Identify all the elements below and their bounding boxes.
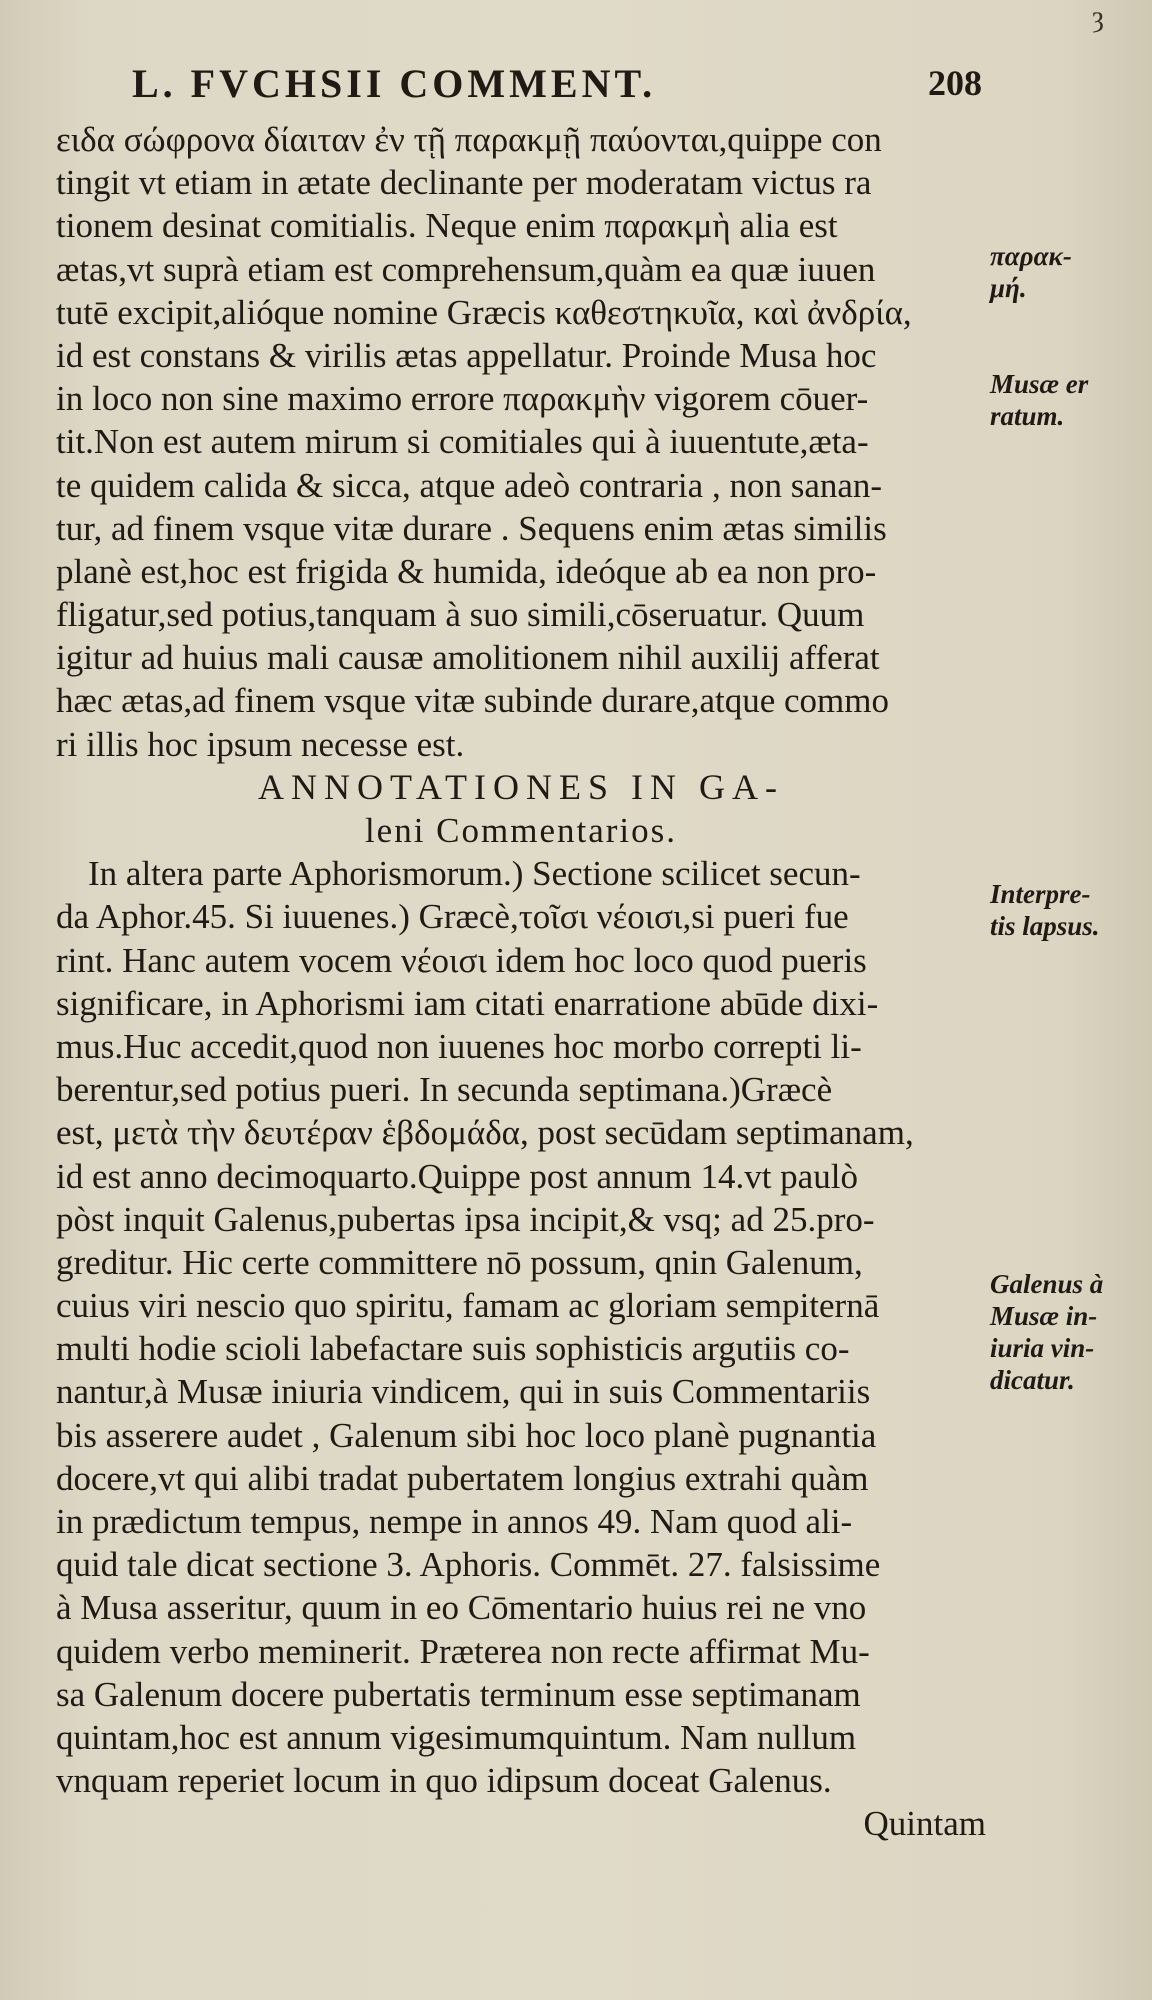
text-line: tur, ad finem vsque vitæ durare . Sequens enim ætas similis	[56, 508, 887, 548]
margin-note-line: iuria vin-	[990, 1333, 1095, 1363]
text-line: docere,vt qui alibi tradat pubertatem longius extrahi quàm	[56, 1458, 869, 1498]
running-head: L. FVCHSII COMMENT.	[132, 61, 657, 106]
catchword: Quintam	[863, 1804, 986, 1844]
text-line: greditur. Hic certe committere nō possum, qnin Galenum,	[56, 1242, 863, 1282]
text-line: bis asserere audet , Galenum sibi hoc loco planè pugnantia	[56, 1415, 877, 1455]
corner-mark: ȝ	[1092, 0, 1104, 33]
text-line: ri illis hoc ipsum necesse est.	[56, 724, 465, 764]
text-line: In altera parte Aphorismorum.) Sectione scilicet secun-	[88, 854, 861, 894]
text-line: igitur ad huius mali causæ amolitionem nihil auxilij afferat	[56, 638, 880, 678]
margin-note-line: Interpre-	[990, 879, 1091, 909]
text-line: vnquam reperiet locum in quo idipsum doceat Galenus.	[56, 1761, 832, 1801]
text-line: cuius viri nescio quo spiritu, famam ac gloriam sempiternā	[56, 1286, 880, 1326]
text-line: pòst inquit Galenus,pubertas ipsa incipit,& vsq; ad 25.pro-	[56, 1199, 875, 1239]
text-line: ætas,vt suprà etiam est comprehensum,quàm ea quæ iuuen	[56, 249, 876, 289]
text-line: berentur,sed potius pueri. In secunda septimana.)Græcè	[56, 1070, 833, 1110]
margin-note-line: tis lapsus.	[990, 911, 1100, 941]
text-line: fligatur,sed potius,tanquam à suo simili,cōseruatur. Quum	[56, 595, 865, 635]
page-header	[132, 60, 982, 116]
section-heading-continued: leni Commentarios.	[364, 811, 678, 850]
text-line: quid tale dicat sectione 3. Aphoris. Commēt. 27. falsissime	[56, 1545, 881, 1585]
text-line: tionem desinat comitialis. Neque enim παρακμὴ alia est	[56, 206, 838, 246]
text-line: ειδα σώφρονα δίαιταν ἐν τῇ παρακμῇ παύονται,quippe con	[56, 120, 882, 159]
text-line: id est constans & virilis ætas appellatur. Proinde Musa hoc	[56, 335, 877, 375]
margin-note-line: Musæ in-	[990, 1301, 1098, 1331]
text-line: quintam,hoc est annum vigesimumquintum. Nam nullum	[56, 1717, 857, 1757]
margin-note-line: dicatur.	[990, 1365, 1075, 1395]
margin-note-line: Musæ er	[990, 369, 1089, 399]
text-line: est, μετὰ τὴν δευτέραν ἑβδομάδα, post secūdam septimanam,	[56, 1113, 914, 1153]
margin-note-line: μή.	[990, 273, 1027, 303]
text-line: da Aphor.45. Si iuuenes.) Græcè,τοῖσι νέοισι,si pueri fue	[56, 897, 849, 937]
margin-note-interpretis-lapsus	[990, 878, 1150, 942]
text-line: in prædictum tempus, nempe in annos 49. Nam quod ali-	[56, 1502, 853, 1541]
text-line: mus.Huc accedit,quod non iuuenes hoc morbo correpti li-	[56, 1026, 862, 1066]
margin-note-musae-erratum	[990, 368, 1150, 432]
text-line: tingit vt etiam in ætate declinante per moderatam victus ra	[56, 163, 872, 203]
margin-note-line: ratum.	[990, 401, 1065, 431]
text-line: quidem verbo meminerit. Præterea non recte affirmat Mu-	[56, 1631, 870, 1671]
text-line: in loco non sine maximo errore παρακμὴν vigorem cōuer-	[56, 379, 869, 419]
text-line: tit.Non est autem mirum si comitiales qui à iuuentute,æta-	[56, 422, 869, 462]
margin-note-parakme	[990, 240, 1150, 304]
text-line: significare, in Aphorismi iam citati enarratione abūde dixi-	[56, 983, 879, 1023]
text-line: id est anno decimoquarto.Quippe post annum 14.vt paulò	[56, 1156, 858, 1196]
text-line: multi hodie scioli labefactare suis sophisticis argutiis co-	[56, 1329, 850, 1369]
text-line: à Musa asseritur, quum in eo Cōmentario huius rei ne vno	[56, 1588, 867, 1628]
text-line: sa Galenum docere pubertatis terminum esse septimanam	[56, 1674, 861, 1714]
margin-note-galenus-vindicatur	[990, 1268, 1150, 1396]
text-line: hæc ætas,ad finem vsque vitæ subinde durare,atque commo	[56, 681, 890, 721]
text-line: tutē excipit,alióque nomine Græcis καθεστηκυῖα, καὶ ἀνδρία,	[56, 292, 912, 332]
margin-note-line: παρακ-	[990, 241, 1072, 271]
text-line: te quidem calida & sicca, atque adeò contraria , non sanan-	[56, 465, 883, 505]
margin-note-line: Galenus à	[990, 1269, 1104, 1299]
section-heading: ANNOTATIONES IN GA-	[257, 766, 785, 807]
text-line: planè est,hoc est frigida & humida, ideóque ab ea non pro-	[56, 551, 877, 591]
page-number: 208	[928, 63, 982, 103]
text-line: nantur,à Musæ iniuria vindicem, qui in suis Commentariis	[56, 1372, 871, 1412]
text-line: rint. Hanc autem vocem νέοισι idem hoc loco quod pueris	[56, 940, 867, 980]
text-body	[56, 118, 986, 1846]
